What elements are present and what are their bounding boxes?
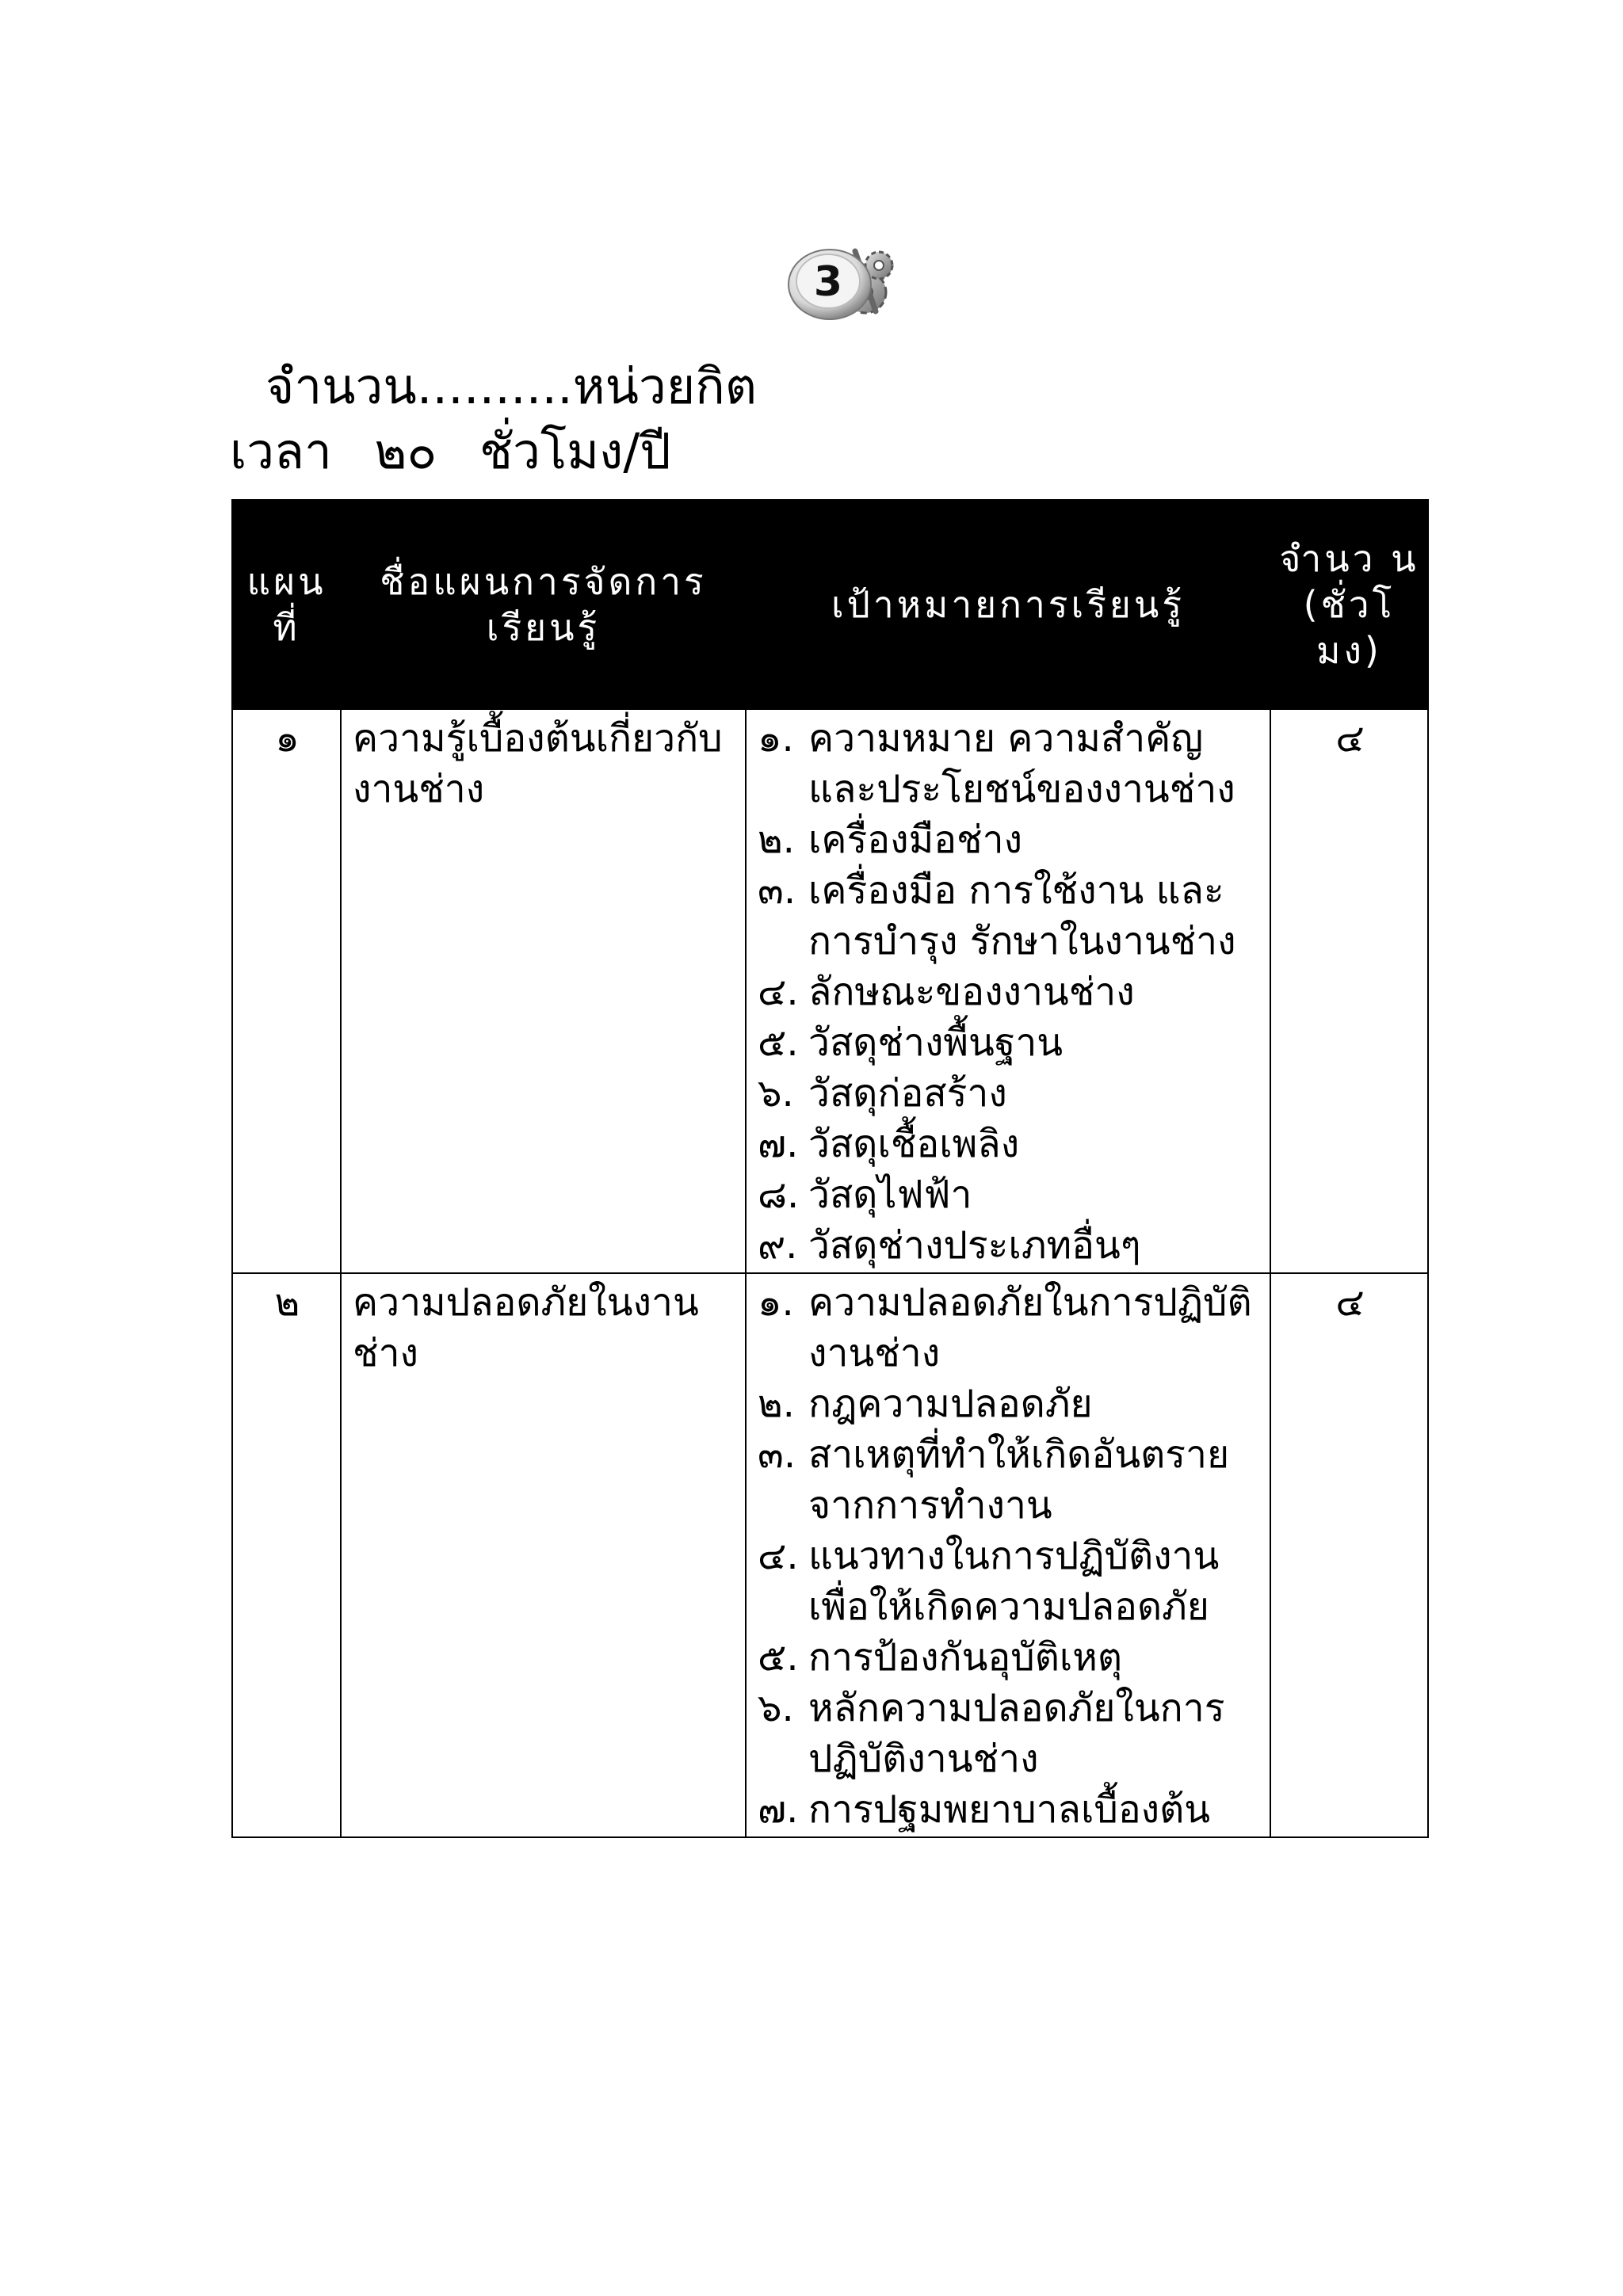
plan-number: ๑ [232,709,341,1273]
list-item [758,865,1260,967]
goal-list [758,713,1260,1271]
list-item [758,1784,1260,1835]
learning-goals [746,1273,1270,1837]
list-item [758,1632,1260,1683]
list-item [758,713,1260,814]
list-item [758,814,1260,865]
goal-number: ๖. [758,1686,794,1730]
goal-number: ๗. [758,1122,799,1166]
goal-number: ๒. [758,818,795,862]
list-item [758,967,1260,1017]
plan-name: ความปลอดภัยในงานช่าง [341,1273,746,1837]
list-item [758,1277,1260,1379]
page-number-badge [782,235,901,327]
goal-number: ๑. [758,716,794,761]
learning-plan-table [231,499,1429,1838]
list-item [758,1169,1260,1220]
goal-text: วัสดุช่างพื้นฐาน [808,1020,1064,1065]
goal-text: วัสดุก่อสร้าง [808,1071,1007,1116]
list-item [758,1017,1260,1068]
table-row [232,709,1428,1273]
page-number: 3 [813,258,843,306]
goal-text: การป้องกันอุบัติเหตุ [808,1635,1123,1680]
header-plan-no: แผน ที่ [232,500,341,709]
list-item [758,1220,1260,1271]
header-plan-name: ชื่อแผนการจัดการ เรียนรู้ [341,500,746,709]
goal-number: ๒. [758,1382,795,1426]
plan-hours: ๔ [1270,1273,1428,1837]
goal-number: ๘. [758,1173,800,1217]
learning-goals [746,709,1270,1273]
goal-text: เครื่องมือ การใช้งาน และการบำรุง รักษาในงานช่าง [808,868,1236,963]
goal-number: ๔. [758,1534,799,1578]
header-hours: จำนว น (ชั่วโ มง) [1270,500,1428,709]
list-item [758,1379,1260,1429]
goal-number: ๗. [758,1787,799,1832]
goal-number: ๖. [758,1071,794,1116]
time-line [230,420,698,483]
goal-number: ๓. [758,1432,796,1477]
time-value: ๒๐ [374,422,437,480]
goal-text: แนวทางในการปฏิบัติงานเพื่อให้เกิดความปลอดภัย [808,1534,1220,1629]
goal-text: หลักความปลอดภัยในการปฏิบัติงานช่าง [808,1686,1225,1781]
table-header-row [232,500,1428,709]
credit-line: จำนวน..........หน่วยกิต [265,357,757,415]
goal-number: ๔. [758,970,799,1014]
time-unit: ชั่วโมง/ปี [479,422,671,480]
goal-number: ๕. [758,1020,799,1065]
goal-number: ๕. [758,1635,799,1680]
table-row [232,1273,1428,1837]
list-item [758,1683,1260,1784]
goal-text: เครื่องมือช่าง [808,818,1022,862]
goal-text: วัสดุช่างประเภทอื่นๆ [808,1223,1141,1268]
goal-text: กฎความปลอดภัย [808,1382,1093,1426]
list-item [758,1068,1260,1119]
list-item [758,1531,1260,1632]
goal-number: ๑. [758,1280,794,1325]
header-goals: เป้าหมายการเรียนรู้ [746,500,1270,709]
goal-text: ความหมาย ความสำคัญและประโยชน์ของงานช่าง [808,716,1235,811]
goal-text: การปฐมพยาบาลเบื้องต้น [808,1787,1211,1832]
goal-text: ความปลอดภัยในการปฏิบัติงานช่าง [808,1280,1252,1375]
goal-text: ลักษณะของงานช่าง [808,970,1135,1014]
plan-name: ความรู้เบื้องต้นเกี่ยวกับงานช่าง [341,709,746,1273]
goal-list [758,1277,1260,1835]
goal-text: สาเหตุที่ทำให้เกิดอันตรายจากการทำงาน [808,1432,1230,1527]
list-item [758,1119,1260,1169]
goal-text: วัสดุเชื้อเพลิง [808,1122,1020,1166]
goal-number: ๓. [758,868,796,913]
goal-number: ๙. [758,1223,798,1268]
list-item [758,1429,1260,1531]
time-label: เวลา [230,422,332,480]
goal-text: วัสดุไฟฟ้า [808,1173,972,1217]
plan-number: ๒ [232,1273,341,1837]
plan-hours: ๔ [1270,709,1428,1273]
